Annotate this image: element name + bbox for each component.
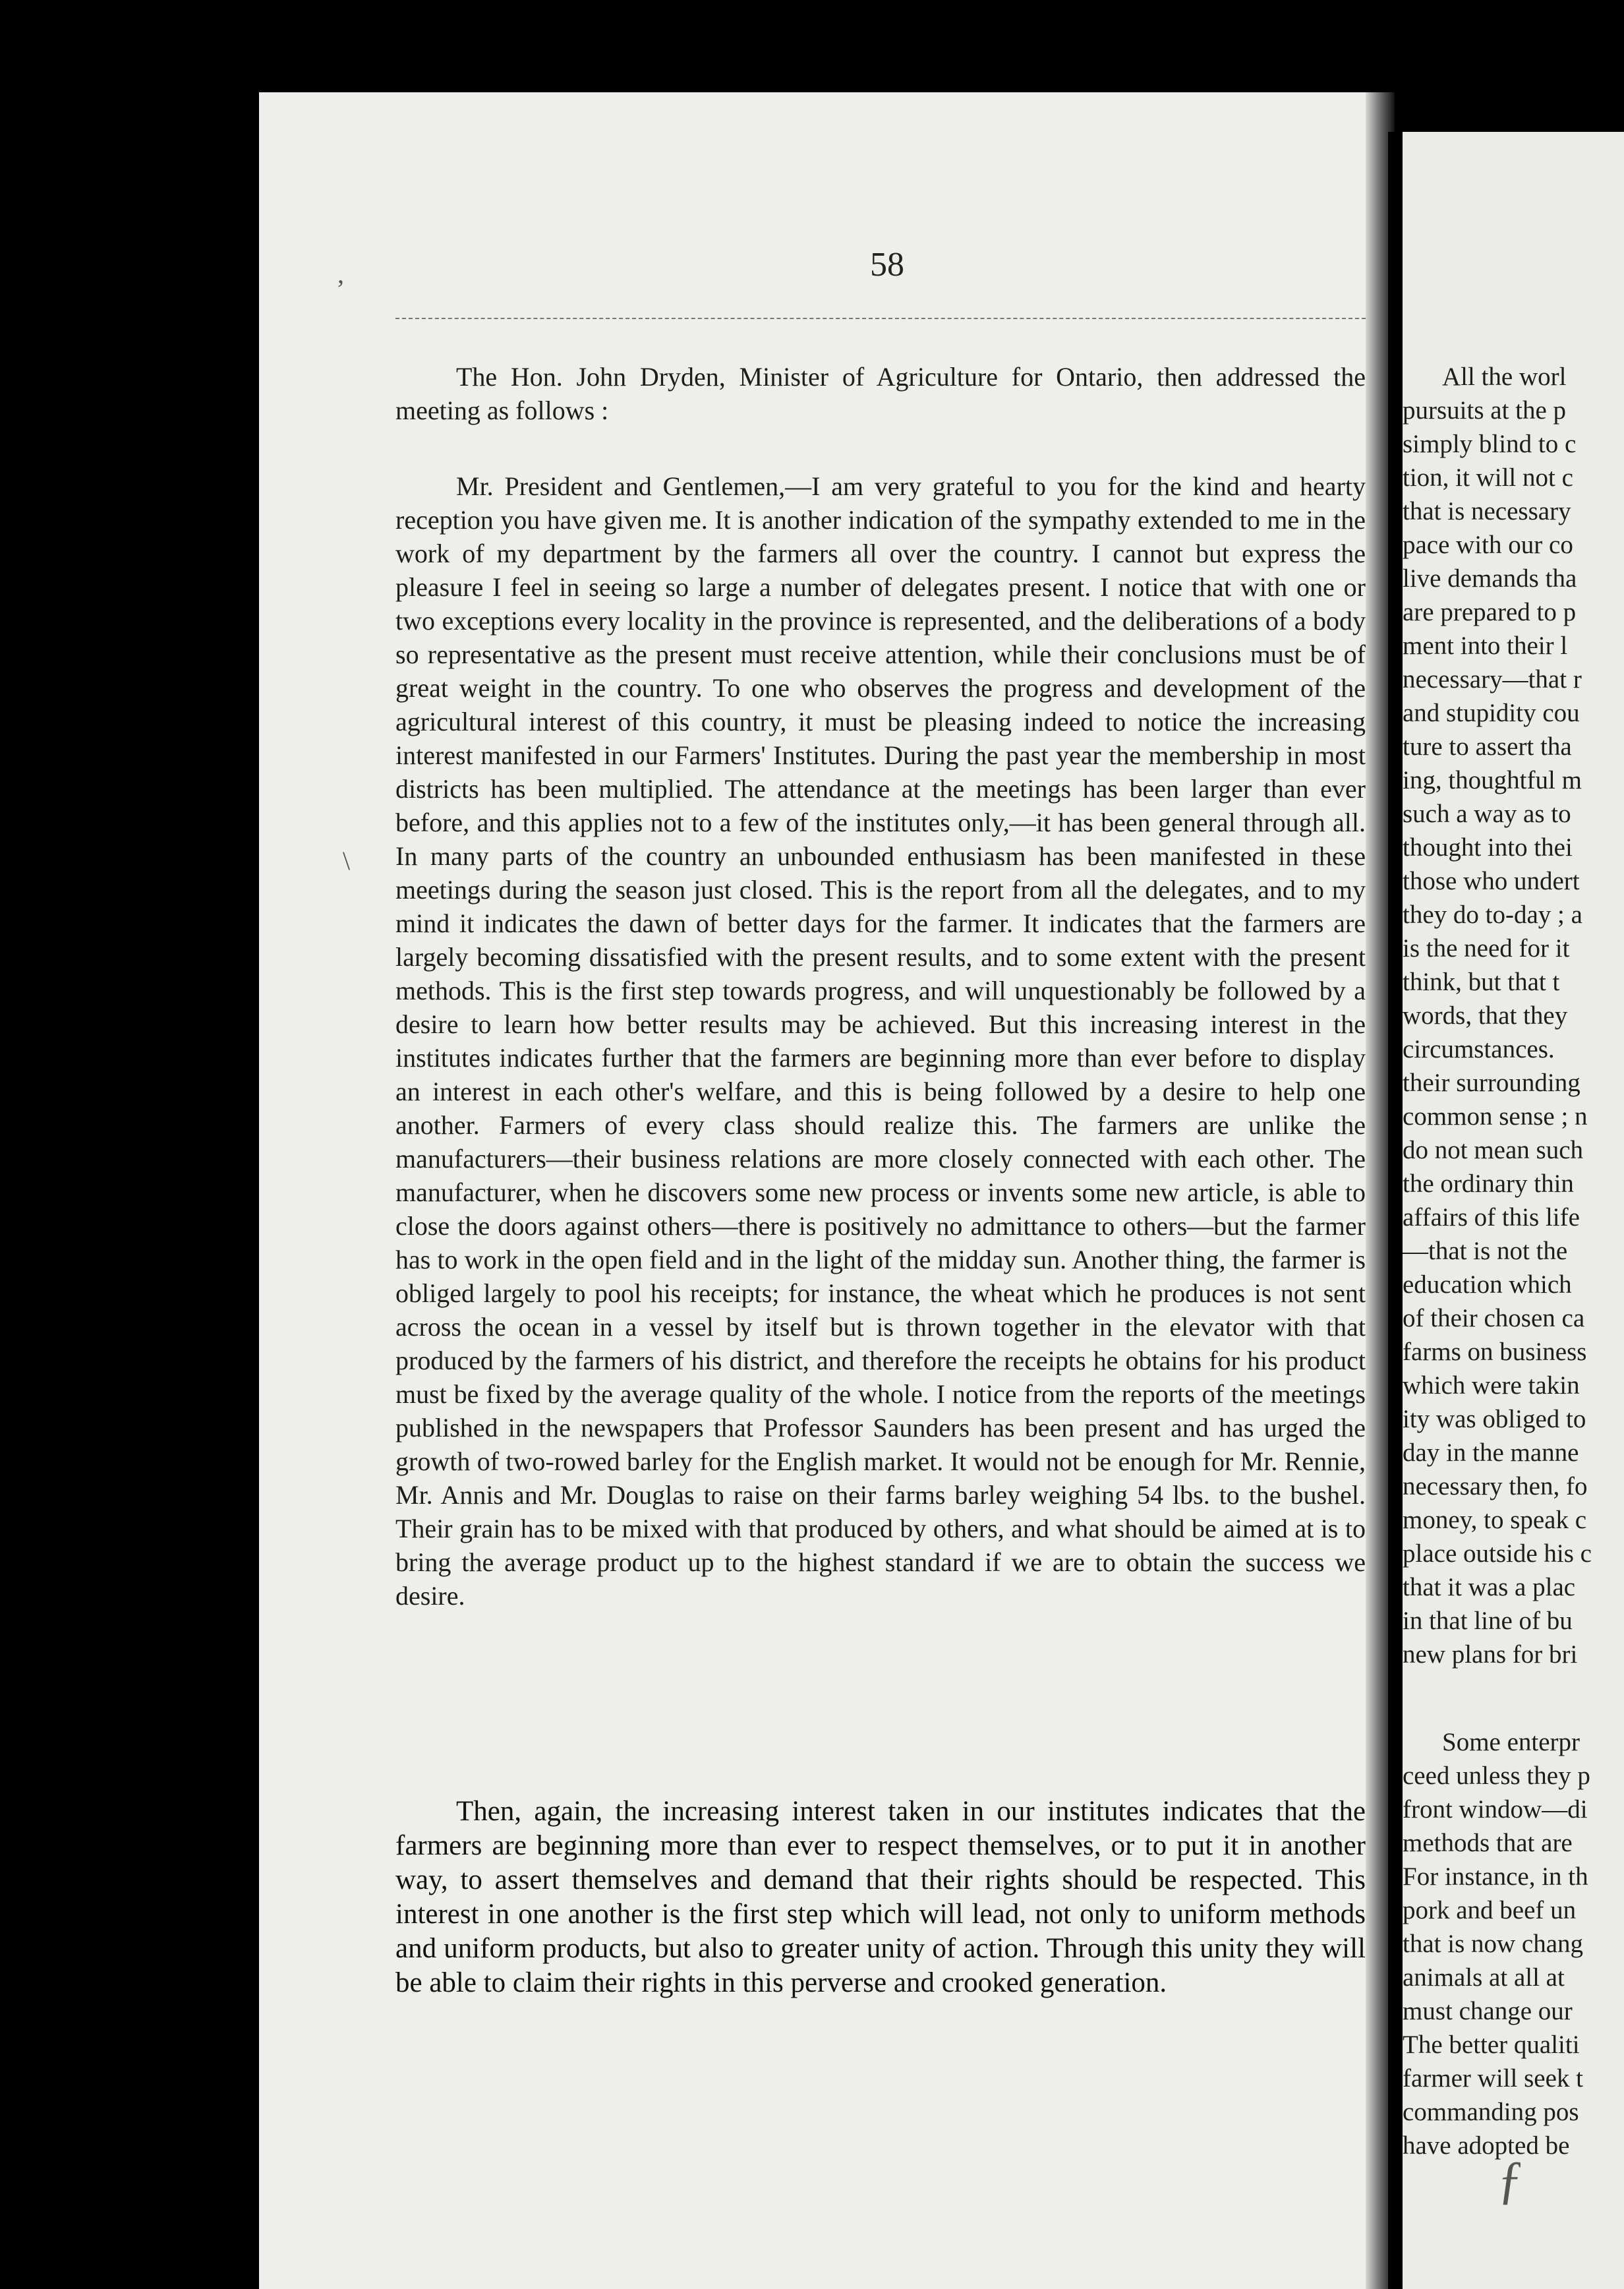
right-page-line: that it was a plac <box>1403 1573 1576 1601</box>
right-page-line: day in the manne <box>1403 1439 1579 1467</box>
right-page-line: that is necessary <box>1403 497 1571 525</box>
right-page-line: in that line of bu <box>1403 1607 1573 1635</box>
intro-paragraph <box>395 360 1366 427</box>
right-page-line: of their chosen ca <box>1403 1304 1585 1332</box>
closing-text: Then, again, the increasing interest taken in our institutes indicates that the farmers are beginning more than ever to respect themselves, or to put it in another way, to assert themselves and demand that their rights should be respected. This interest in one another is the first step which will lead, not only to uniform methods and uniform products, but also to greater unity of action. Through this unity they will be able to claim their rights in this perverse and crooked generation. <box>395 1796 1366 1998</box>
right-page-line: circumstances. <box>1403 1035 1555 1063</box>
right-page-line: think, but that t <box>1403 968 1560 996</box>
right-page-line: tion, it will not c <box>1403 463 1573 492</box>
right-page-line: commanding pos <box>1403 2098 1579 2126</box>
right-page-line: that is now chang <box>1403 1930 1584 1958</box>
right-page-line: the ordinary thin <box>1403 1170 1574 1198</box>
right-page-line: live demands tha <box>1403 564 1577 593</box>
right-page-line: farmer will seek t <box>1403 2064 1583 2093</box>
right-page-line: is the need for it <box>1403 934 1570 963</box>
right-page-line: necessary then, fo <box>1403 1472 1588 1501</box>
right-page-line: methods that are <box>1403 1829 1573 1857</box>
right-page-line: necessary—that r <box>1403 665 1582 694</box>
paragraph-gap <box>1403 1671 1624 1725</box>
right-page-line: must change our <box>1403 1997 1573 2025</box>
right-page-line: their surrounding <box>1403 1069 1580 1097</box>
right-page-line: have adopted be <box>1403 2131 1570 2160</box>
right-page-line: new plans for bri <box>1403 1640 1578 1669</box>
right-page-line: animals at all at <box>1403 1963 1565 1992</box>
right-page-line: ture to assert tha <box>1403 732 1572 761</box>
right-page-line: All the worl <box>1442 363 1567 391</box>
closing-paragraph <box>395 1795 1366 2000</box>
right-page-line: such a way as to <box>1403 800 1571 828</box>
margin-mark: , <box>337 259 344 289</box>
right-page-line: Some enterpr <box>1442 1728 1580 1756</box>
right-page-line: ceed unless they p <box>1403 1762 1590 1790</box>
right-page-text <box>1403 360 1624 2162</box>
right-page-line: ment into their l <box>1403 632 1568 660</box>
right-page-line: pace with our co <box>1403 531 1573 559</box>
speech-text: Mr. President and Gentlemen,—I am very grateful to you for the kind and hearty reception you have given me. It is another indication of the sympathy extended to me in the work of my department by the farmers all over the country. I cannot but express the pleasure I feel in seeing so large a number of delegates present. I notice that with one or two exceptions every locality in the province is represented, and the deliberations of a body so representative as the present must receive attention, while their conclusions must be of great weight in the country. To one who observes the progress and development of the agricultural interest of this country, it must be pleasing indeed to notice the increasing interest manifested in our Farmers' Institutes. During the past year the membership in most districts has been multiplied. The attendance at the meetings has been larger than ever before, and this applies not to a few of the institutes only,—it has been general through all. In many parts of the country an unbounded enthusiasm has been manifested in these meetings during the season just closed. This is the report from all the delegates, and to my mind it indicates the dawn of better days for the farmer. It indicates that the farmers are largely becoming dissatisfied with the present results, and to some extent with the present methods. This is the first step towards progress, and will unquestionably be followed by a desire to learn how better results may be achieved. But this increasing interest in the institutes indicates further that the farmers are beginning more than ever before to display an interest in each other's welfare, and this is being followed by a desire to help one another. Farmers of every class should realize this. The farmers are unlike the manufacturers—their business relations are more closely connected with each other. The manufacturer, when he discovers some new process or invents some new article, is able to close the doors against others—there is positively no admittance to others—but the farmer has to work in the open field and in the light of the midday sun. Another thing, the farmer is obliged largely to pool his receipts; for instance, the wheat which he produces is not sent across the ocean in a vessel by itself but is thrown together in the elevator with that produced by the farmers of his district, and therefore the receipts he obtains for his product must be fixed by the average quality of the whole. I notice from the reports of the meetings published in the newspapers that Professor Saunders has been present and has urged the growth of two-rowed barley for the English market. It would not be enough for Mr. Rennie, Mr. Annis and Mr. Douglas to raise on their farms barley weighing 54 lbs. to the bushel. Their grain has to be mixed with that produced by others, and what should be aimed at is to bring the average product up to the highest standard if we are to obtain the success we desire. <box>395 471 1366 1611</box>
right-page-line: simply blind to c <box>1403 430 1577 458</box>
right-page-line: pork and beef un <box>1403 1896 1577 1924</box>
right-page-line: ity was obliged to <box>1403 1405 1586 1433</box>
right-page-line: front window—di <box>1403 1795 1588 1824</box>
right-page-line: pursuits at the p <box>1403 396 1567 425</box>
right-page-line: thought into thei <box>1403 833 1573 862</box>
right-page-line: words, that they <box>1403 1001 1568 1030</box>
right-page-line: The better qualiti <box>1403 2031 1580 2059</box>
speech-paragraph <box>395 469 1366 1613</box>
right-page-line: common sense ; n <box>1403 1102 1588 1131</box>
right-page-line: For instance, in th <box>1403 1862 1588 1891</box>
right-page-line: —that is not the <box>1403 1237 1568 1265</box>
right-page-line: which were takin <box>1403 1371 1580 1400</box>
margin-mark: ƒ <box>1497 2151 1524 2209</box>
right-page-line: farms on business <box>1403 1338 1587 1366</box>
page-number: 58 <box>870 246 904 283</box>
right-page-line: are prepared to p <box>1403 598 1577 626</box>
intro-text: The Hon. John Dryden, Minister of Agriculture for Ontario, then addressed the meeting as follows : <box>395 362 1366 425</box>
header-rule <box>395 318 1366 319</box>
margin-mark: \ <box>343 846 351 876</box>
right-page-line: they do to-day ; a <box>1403 901 1582 929</box>
right-page-line: money, to speak c <box>1403 1506 1587 1534</box>
right-page-line: and stupidity cou <box>1403 699 1580 727</box>
right-page-line: those who undert <box>1403 867 1580 895</box>
right-page-line: ing, thoughtful m <box>1403 766 1582 794</box>
book-gutter <box>1388 132 1403 2289</box>
right-page-line: do not mean such <box>1403 1136 1584 1164</box>
right-page-line: place outside his c <box>1403 1539 1592 1568</box>
right-page-line: education which <box>1403 1270 1572 1299</box>
right-page-line: affairs of this life <box>1403 1203 1580 1232</box>
